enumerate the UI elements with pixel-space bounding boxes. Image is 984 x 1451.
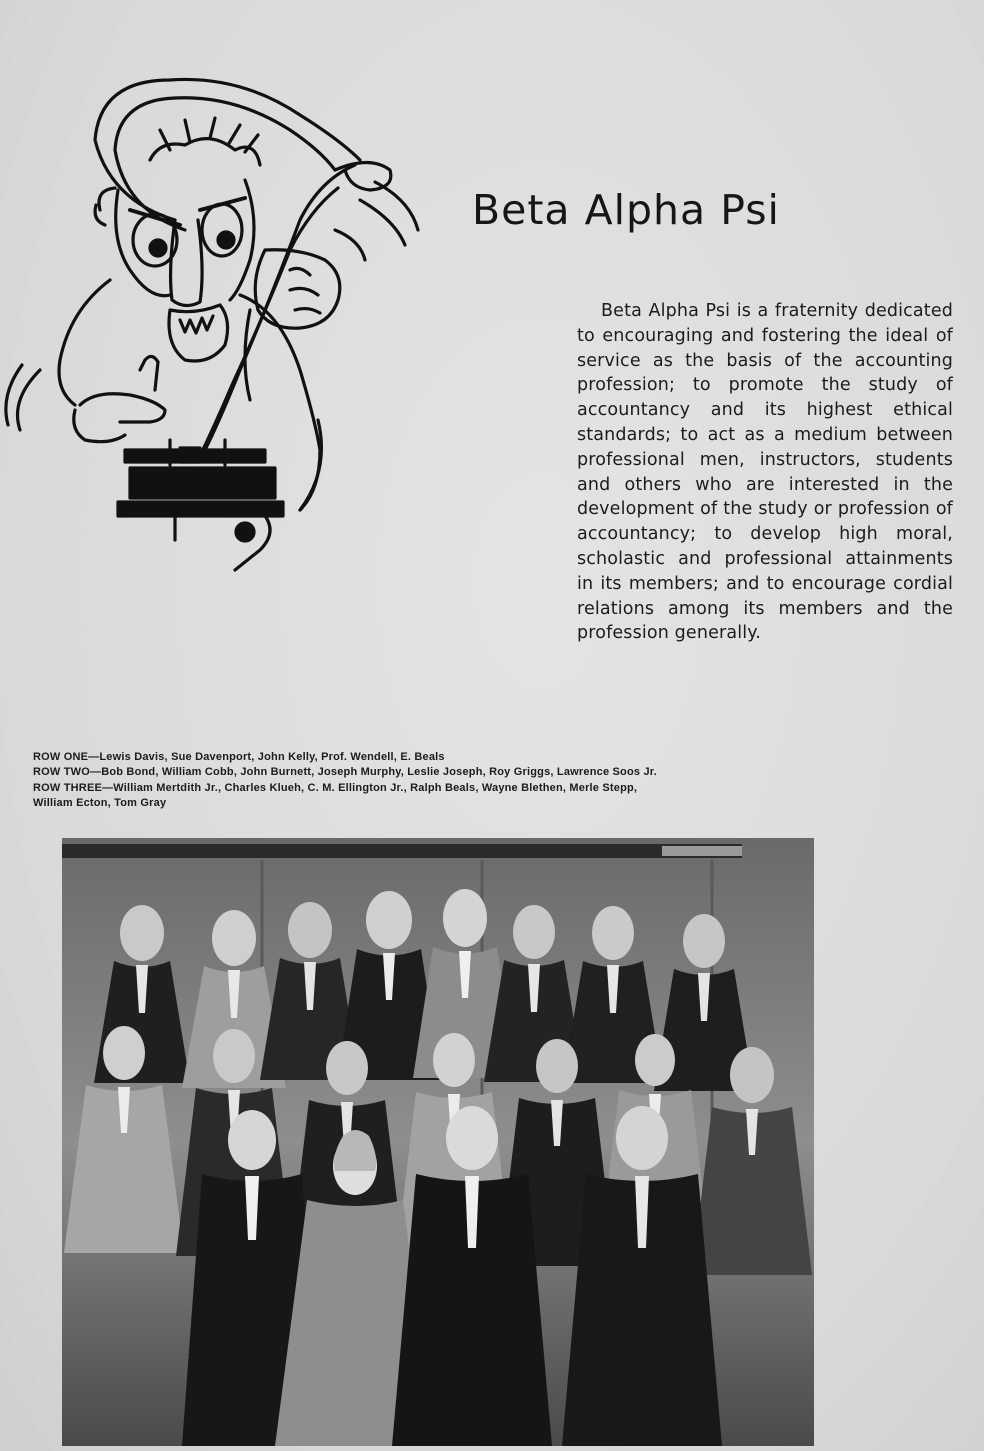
cartoon-accountant-illustration — [0, 70, 420, 580]
caption-row-two: ROW TWO—Bob Bond, William Cobb, John Burnett, Joseph Murphy, Leslie Joseph, Roy Griggs, Lawrence Soos Jr. — [33, 766, 657, 779]
page-title: Beta Alpha Psi — [472, 186, 780, 234]
caption-row-three: ROW THREE—William Mertdith Jr., Charles Klueh, C. M. Ellington Jr., Ralph Beals, Wayne Blethen, Merle Stepp, William Ecton, Tom Gray — [33, 781, 638, 810]
caption-row-one: ROW ONE—Lewis Davis, Sue Davenport, John Kelly, Prof. Wendell, E. Beals — [33, 751, 445, 763]
photo-captions — [33, 750, 663, 812]
group-photo — [62, 838, 814, 1446]
fraternity-description: Beta Alpha Psi is a fraternity dedicated to encouraging and fostering the ideal of service as the basis of the accounting profession; to promote the study of accountancy and its highest ethical standards; to act as a medium between professional men, instructors, students and others who are interested in the development of the study or profession of accountancy; to develop high moral, scholastic and professional attainments in its members; and to encourage cordial relations among its members and the profession generally. — [577, 301, 953, 644]
